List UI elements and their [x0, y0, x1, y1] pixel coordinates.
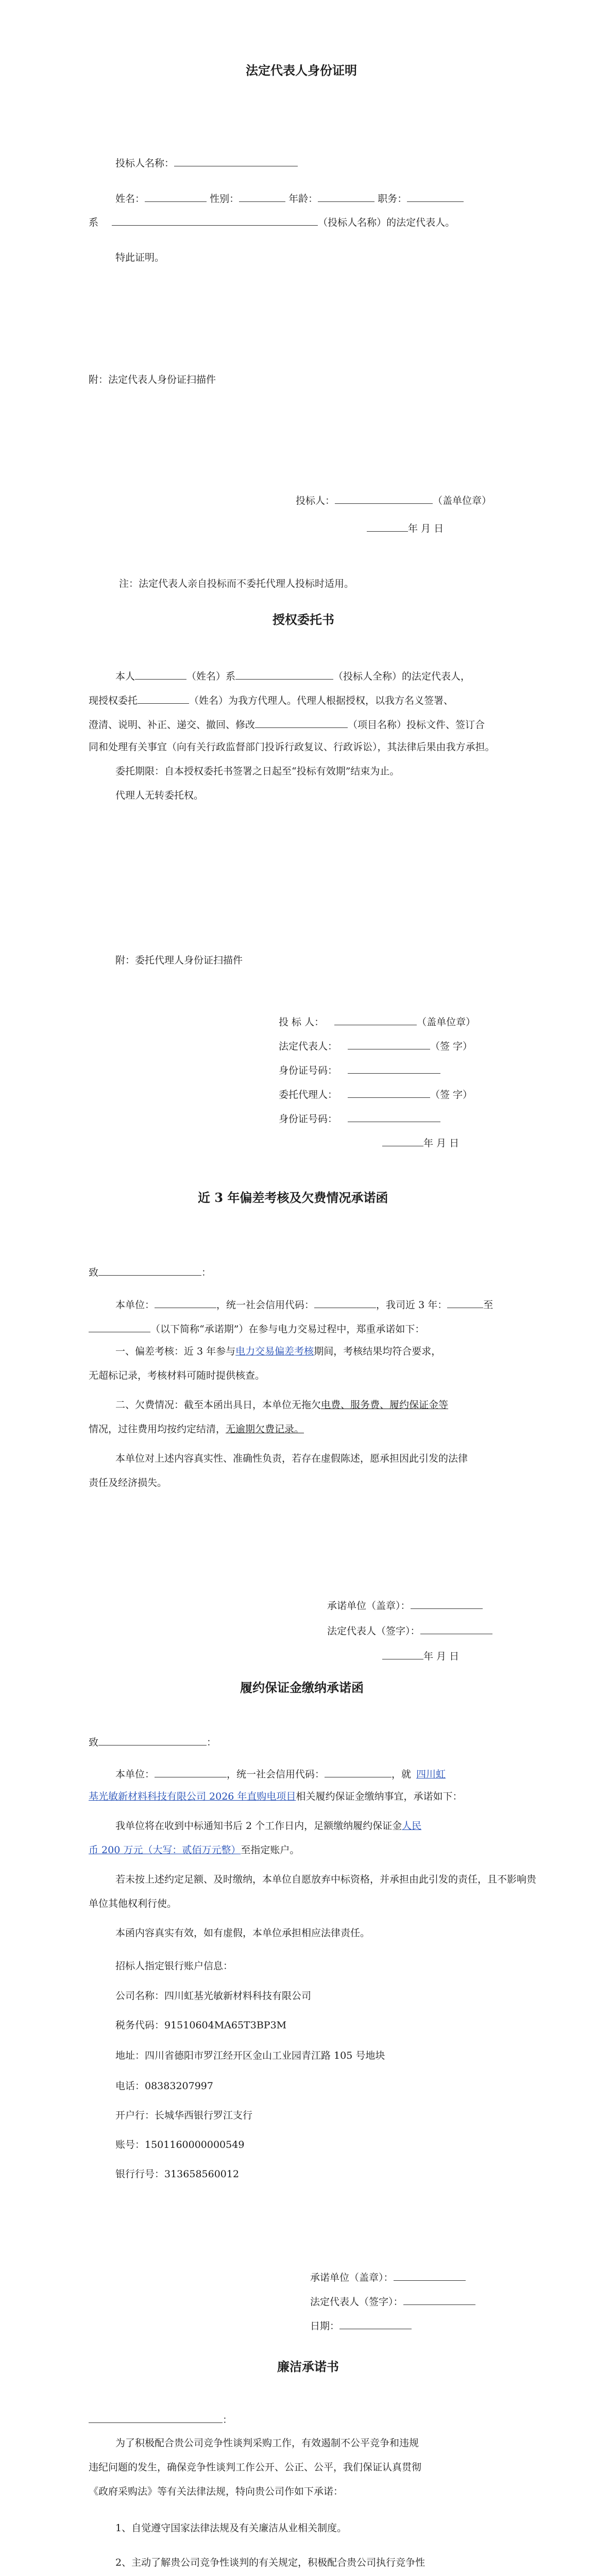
system-row — [89, 216, 455, 228]
dep-p7: 本函内容真实有效，如有虚假，本单位承担相应法律责任。 — [115, 1927, 370, 1939]
dev-to-tail: ： — [201, 1267, 212, 1278]
bidder-sign-blank[interactable] — [335, 494, 433, 504]
dev-p5 — [115, 1400, 448, 1410]
auth-bidder-seal: （盖单位章） — [417, 1016, 476, 1028]
dep-p4 — [89, 1845, 299, 1855]
auth-p6: 代理人无转委托权。 — [115, 790, 204, 801]
dev-p6 — [89, 1425, 304, 1434]
dev-unit-blank[interactable] — [155, 1298, 216, 1308]
auth-id2-label: 身份证号码： — [279, 1113, 338, 1125]
identity-attachment: 附：法定代表人身份证扫描件 — [89, 374, 216, 385]
auth-date — [382, 1137, 459, 1148]
dev-to-row — [89, 1266, 211, 1278]
auth-attachment: 附：委托代理人身份证扫描件 — [115, 955, 243, 966]
dev-rep-label: 法定代表人（签字）： — [327, 1625, 420, 1637]
int-item-1: 1、自觉遵守国家法律法规及有关廉洁从业相关制度。 — [115, 2522, 347, 2534]
dep-p1-c: ，就 — [391, 1769, 412, 1780]
auth-p2-b: （姓名）为我方代理人。代理人根据授权，以我方名义签署、 — [189, 695, 454, 706]
identity-note: 注：法定代表人亲自投标而不委托代理人投标时适用。 — [119, 578, 354, 589]
proof-text: 特此证明。 — [115, 252, 165, 263]
dev-p2 — [89, 1323, 424, 1334]
dev-rep-blank[interactable] — [420, 1624, 492, 1634]
dev-credit-code-blank[interactable] — [314, 1298, 376, 1308]
dep-p1-b: ，统一社会信用代码： — [227, 1769, 325, 1780]
bidder-name-blank[interactable] — [174, 157, 298, 166]
dep-p4-a: 币 200 万元（大写：贰佰万元整） — [89, 1844, 241, 1856]
int-p3: 违纪问题的发生，确保竞争性谈判工作公开、公正、公平，我们保证认真贯彻 — [89, 2462, 422, 2473]
dev-p6-a: 情况，过往费用均按约定结清， — [89, 1423, 226, 1435]
auth-p1-a: 本人 — [115, 671, 135, 682]
dev-p5-b: 电费、服务费、履约保证金等 — [321, 1399, 449, 1411]
dev-date-label: 年 月 日 — [423, 1651, 459, 1662]
bank-phone: 电话：08383207997 — [115, 2080, 213, 2092]
dev-unit-row — [327, 1599, 483, 1611]
identity-sign-row — [296, 494, 491, 506]
dep-p1 — [115, 1768, 446, 1780]
auth-id1-row — [279, 1064, 440, 1076]
authorization-title: 授权委托书 — [273, 612, 334, 627]
auth-date-label: 年 月 日 — [423, 1138, 459, 1149]
dep-p4-b: 至指定账户。 — [241, 1844, 300, 1856]
auth-bidder-row — [279, 1015, 475, 1027]
project-name-blank[interactable] — [255, 718, 348, 728]
bank-tax-code: 税务代码：91510604MA65T3BP3M — [115, 2020, 287, 2031]
auth-id1-label: 身份证号码： — [279, 1065, 338, 1076]
int-to-tail: ： — [223, 2414, 233, 2426]
auth-p1 — [115, 670, 470, 682]
dev-p3 — [115, 1347, 441, 1357]
auth-agent-sign: （签 字） — [430, 1089, 473, 1100]
dev-p3-b: 电力交易偏差考核 — [235, 1346, 314, 1357]
dev-unit-label: 承诺单位（盖章）： — [327, 1600, 411, 1612]
bank-info-title: 招标人指定银行账户信息： — [115, 1960, 233, 1972]
dev-p3-a: 一、偏差考核：近 3 年参与 — [115, 1346, 236, 1357]
auth-agent-blank[interactable] — [348, 1088, 430, 1098]
auth-agent-row — [279, 1088, 472, 1100]
dev-year-blank[interactable] — [382, 1650, 423, 1659]
name-label: 姓名： — [115, 193, 145, 205]
bank-code: 银行行号：313658560012 — [115, 2168, 240, 2180]
dev-recipient-blank[interactable] — [98, 1266, 201, 1276]
dep-to-tail: ： — [207, 1737, 217, 1748]
auth-p3-a: 澄清、说明、补正、递交、撤回、修改 — [89, 719, 256, 731]
dep-p1-d: 四川虹 — [416, 1769, 446, 1780]
auth-rep-sign: （签 字） — [430, 1041, 473, 1052]
seal-label: （盖单位章） — [433, 495, 492, 506]
gender-blank[interactable] — [239, 192, 285, 202]
dev-p1-a: 本单位： — [115, 1299, 155, 1311]
dep-p3 — [115, 1821, 421, 1831]
auth-p1-c: （投标人全称）的法定代表人， — [333, 671, 471, 682]
deposit-title: 履约保证金缴纳承诺函 — [240, 1680, 364, 1695]
dep-p2-a: 基光敏新材料科技有限公司 2026 年直购电项目 — [89, 1791, 296, 1802]
auth-rep-row — [279, 1040, 472, 1052]
system-label: 系 — [89, 217, 99, 228]
dev-date — [382, 1650, 459, 1662]
dev-end-blank[interactable] — [89, 1323, 150, 1332]
dev-p4: 无超标记录，考核材料可随时提供核查。 — [89, 1370, 265, 1381]
dep-p1-a: 本单位： — [115, 1769, 155, 1780]
bank-company: 公司名称：四川虹基光敏新材料科技有限公司 — [115, 1990, 312, 2002]
dep-credit-code-blank[interactable] — [325, 1768, 391, 1777]
age-label: 年龄： — [288, 193, 318, 205]
post-blank[interactable] — [407, 192, 464, 202]
dep-unit-blank[interactable] — [155, 1768, 227, 1777]
dev-p7: 本单位对上述内容真实性、准确性负责，若存在虚假陈述，愿承担因此引发的法律 — [115, 1453, 468, 1464]
dev-p8: 责任及经济损失。 — [89, 1477, 167, 1488]
auth-id2-blank[interactable] — [348, 1112, 440, 1122]
bidder-name-row — [115, 157, 298, 168]
dev-p1-b: ，统一社会信用代码： — [216, 1299, 315, 1311]
auth-agent-label: 委托代理人： — [279, 1089, 338, 1100]
auth-p2 — [89, 694, 453, 706]
int-p2: 为了积极配合贵公司竞争性谈判采购工作，有效遏制不公平竞争和违规 — [115, 2437, 419, 2449]
bank-account: 账号：1501160000000549 — [115, 2139, 245, 2150]
bidder-sign-label: 投标人： — [296, 495, 335, 506]
bank-address: 地址：四川省德阳市罗江经开区金山工业园青江路 105 号地块 — [115, 2050, 385, 2061]
system-tail: （投标人名称）的法定代表人。 — [318, 217, 455, 228]
dev-p1 — [115, 1298, 493, 1310]
dev-p1-c: ，我司近 3 年： — [376, 1299, 448, 1311]
age-blank[interactable] — [318, 192, 374, 202]
personal-info-row — [115, 192, 464, 204]
int-p4: 《政府采购法》等有关法律法规，特向贵公司作如下承诺： — [89, 2486, 344, 2497]
identity-date — [367, 522, 444, 534]
dep-p3-b: 人民 — [402, 1820, 422, 1832]
int-item-2a: 2、主动了解贵公司竞争性谈判的有关规定，积极配合贵公司执行竞争性 — [115, 2557, 425, 2568]
int-recipient-blank[interactable] — [89, 2413, 223, 2423]
auth-rep-label: 法定代表人： — [279, 1041, 338, 1052]
auth-rep-blank[interactable] — [348, 1040, 430, 1049]
identity-title: 法定代表人身份证明 — [246, 63, 357, 78]
dep-date-blank[interactable] — [339, 2319, 412, 2329]
auth-id1-blank[interactable] — [348, 1064, 440, 1074]
auth-p5: 委托期限：自本授权委托书签署之日起至“投标有效期”结束为止。 — [115, 766, 400, 777]
deviation-title: 近 3 年偏差考核及欠费情况承诺函 — [198, 1190, 388, 1205]
auth-p3 — [89, 718, 485, 730]
principal-name-blank[interactable] — [135, 670, 186, 680]
dev-p3-c: 期间，考核结果均符合要求， — [314, 1346, 441, 1357]
dep-p2 — [89, 1792, 462, 1802]
dep-rep-label: 法定代表人（签字）： — [310, 2296, 403, 2308]
dep-p2-b: 相关履约保证金缴纳事宜，承诺如下： — [296, 1791, 463, 1802]
post-label: 职务： — [378, 193, 407, 205]
dep-date-row — [310, 2319, 412, 2331]
agent-name-blank[interactable] — [138, 694, 189, 704]
dev-p2-text: （以下简称“承诺期”）在参与电力交易过程中，郑重承诺如下： — [150, 1324, 425, 1335]
dep-p5: 若未按上述约定足额、及时缴纳，本单位自愿放弃中标资格，并承担由此引发的责任，且不影响贵 — [115, 1874, 537, 1885]
auth-p1-b: （姓名）系 — [186, 671, 236, 682]
dep-unit-row — [310, 2271, 466, 2283]
dep-to-row — [89, 1736, 216, 1748]
dep-rep-row — [310, 2295, 475, 2307]
auth-p3-b: （项目名称）投标文件、签订合 — [348, 719, 485, 731]
bank-branch: 开户行：长城华西银行罗江支行 — [115, 2110, 253, 2121]
auth-p4: 同和处理有关事宜（向有关行政监督部门投诉行政复议、行政诉讼），其法律后果由我方承担。 — [89, 741, 495, 753]
dep-p6: 单位其他权利行使。 — [89, 1898, 177, 1909]
date-label: 年 月 日 — [408, 523, 444, 534]
bidder-name-blank-2[interactable] — [112, 216, 318, 226]
dev-to-label: 致 — [89, 1267, 99, 1278]
auth-id2-row — [279, 1112, 440, 1124]
dev-p5-a: 二、欠费情况：截至本函出具日，本单位无拖欠 — [115, 1399, 321, 1411]
dep-recipient-blank[interactable] — [98, 1736, 207, 1745]
auth-p2-a: 现授权委托 — [89, 695, 138, 706]
year-blank[interactable] — [367, 522, 408, 532]
auth-bidder-label: 投 标 人： — [279, 1016, 325, 1028]
dep-p3-a: 我单位将在收到中标通知书后 2 个工作日内，足额缴纳履约保证金 — [115, 1820, 402, 1832]
bidder-name-label: 投标人名称： — [115, 158, 175, 169]
dev-p1-d: 至 — [483, 1299, 493, 1311]
integrity-title: 廉洁承诺书 — [277, 2359, 339, 2374]
auth-year-blank[interactable] — [382, 1137, 423, 1146]
gender-label: 性别： — [210, 193, 240, 205]
int-to-row — [89, 2413, 232, 2425]
dep-to-label: 致 — [89, 1737, 99, 1748]
dev-start-blank[interactable] — [447, 1298, 483, 1308]
dep-seal-blank[interactable] — [394, 2271, 466, 2281]
dep-date-label: 日期： — [310, 2320, 340, 2332]
dev-p6-b: 无逾期欠费记录。 — [226, 1423, 304, 1435]
auth-bidder-blank[interactable] — [334, 1015, 417, 1025]
dev-seal-blank[interactable] — [411, 1599, 483, 1609]
dep-unit-label: 承诺单位（盖章）： — [310, 2272, 394, 2283]
name-blank[interactable] — [145, 192, 207, 202]
dep-rep-blank[interactable] — [403, 2295, 475, 2305]
dev-rep-row — [327, 1624, 492, 1636]
bidder-fullname-blank[interactable] — [235, 670, 333, 680]
